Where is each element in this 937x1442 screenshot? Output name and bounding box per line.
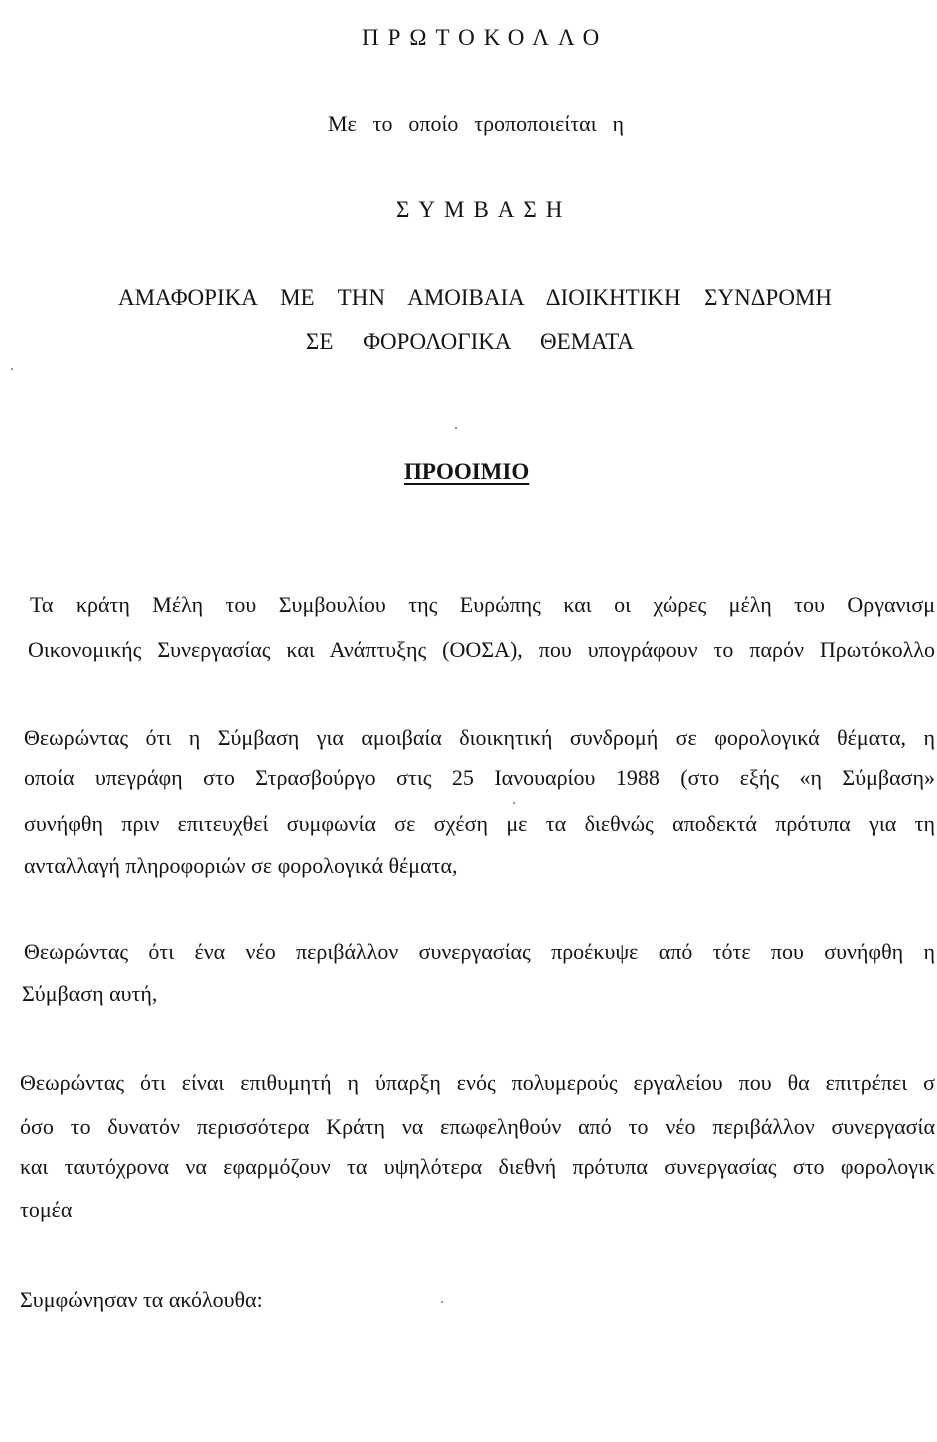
paragraph-line: όσο το δυνατόν περισσότερα Κράτη να επωφεληθούν από το νέο περιβάλλον συνεργασία [20,1114,935,1139]
paragraph-line: συνήφθη πριν επιτευχθεί συμφωνία σε σχέση με τα διεθνώς αποδεκτά πρότυπα για τη [24,811,935,836]
paragraph-line: Τα κράτη Μέλη του Συμβουλίου της Ευρώπης και οι χώρες μέλη του Οργανισμ [30,592,935,617]
closing-line: Συμφώνησαν τα ακόλουθα: [20,1287,263,1312]
scan-speck [11,368,13,370]
paragraph-line: οποία υπεγράφη στο Στρασβούργο στις 25 Ιανουαρίου 1988 (στο εξής «η Σύμβαση» [24,765,935,790]
scan-speck [455,427,457,429]
paragraph-line: Οικονομικής Συνεργασίας και Ανάπτυξης (ΟΟΣΑ), που υπογράφουν το παρόν Πρωτόκολλο [28,637,935,662]
paragraph-line: Θεωρώντας ότι ένα νέο περιβάλλον συνεργασίας προέκυψε από τότε που συνήφθη η [24,939,935,964]
paragraph-line: τομέα [20,1197,73,1222]
convention-name-line: ΣΕ ΦΟΡΟΛΟΓΙΚΑ ΘΕΜΑΤΑ [306,329,634,354]
document-title: ΠΡΩΤΟΚΟΛΛΟ [362,25,609,50]
scan-speck [513,802,515,804]
paragraph-line: Θεωρώντας ότι είναι επιθυμητή η ύπαρξη ενός πολυμερούς εργαλείου που θα επιτρέπει σ [20,1070,935,1095]
preamble-heading: ΠΡΟΟΙΜΙΟ [404,459,530,484]
paragraph-line: Θεωρώντας ότι η Σύμβαση για αμοιβαία διοικητική συνδρομή σε φορολογικά θέματα, η [24,725,935,750]
scan-speck [441,1301,443,1303]
paragraph-line: Σύμβαση αυτή, [22,981,158,1006]
document-subtitle: Με το οποίο τροποποιείται η [328,111,624,136]
paragraph-line: και ταυτόχρονα να εφαρμόζουν τα υψηλότερα διεθνή πρότυπα συνεργασίας στο φορολογικ [20,1154,935,1179]
convention-name-line: ΑΜΑΦΟΡΙΚΑ ΜΕ ΤΗΝ ΑΜΟΙΒΑΙΑ ΔΙΟΙΚΗΤΙΚΗ ΣΥΝΔΡΟΜΗ [118,285,832,310]
convention-label: ΣΥΜΒΑΣΗ [396,197,572,222]
paragraph-line: ανταλλαγή πληροφοριών σε φορολογικά θέματα, [24,853,458,878]
